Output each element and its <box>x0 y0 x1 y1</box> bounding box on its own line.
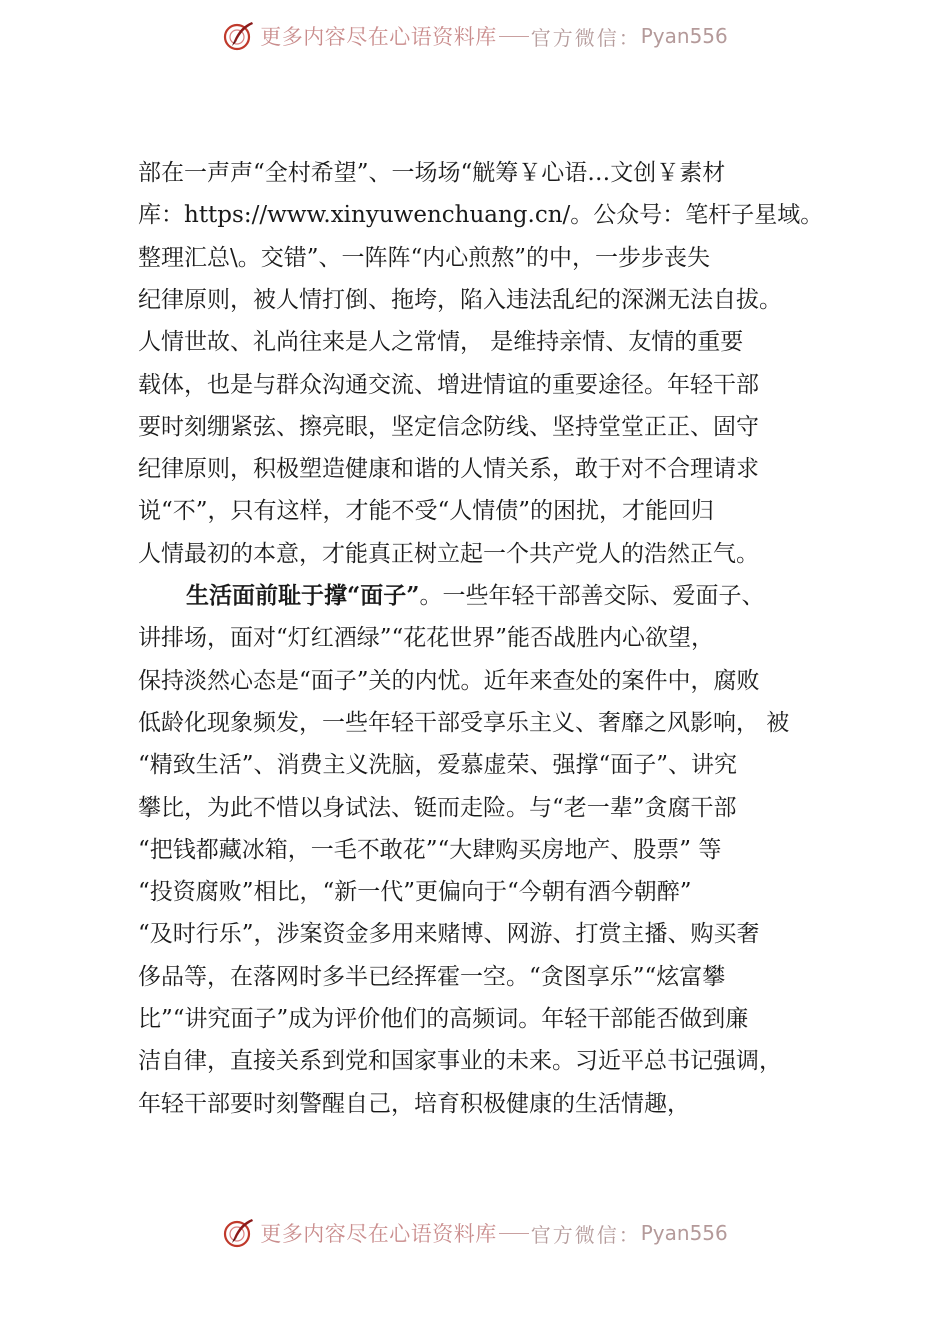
line-text: “及时行乐”，涉案资金多用来赌博、网游、打赏主播、购买奢 <box>138 921 760 948</box>
text-line <box>138 998 748 1040</box>
line-text: “把钱都藏冰箱，一毛不敢花”“大肆购买房地产、股票” 等 <box>138 836 722 863</box>
line-text: 部在一声声“全村希望”、一场场“觥筹￥心语…文创￥素材 <box>138 160 726 186</box>
line-text: 库：https://www.xinyuwenchuang.cn/。公众号：笔杆子星域。 <box>138 202 824 229</box>
text-line <box>138 364 759 406</box>
text-line <box>138 490 714 532</box>
text-line <box>138 829 721 871</box>
line-text: 攀比，为此不惜以身试法、铤而走险。与“老一辈”贪腐干部 <box>138 794 737 821</box>
footer-watermark <box>0 1209 950 1257</box>
wechat-label: 官方微信： <box>530 1222 641 1247</box>
line-text: 要时刻绷紧弦、擦亮眼，坚定信念防线、坚持堂堂正正、固守 <box>138 413 759 440</box>
line-text: “精致生活”、消费主义洗脑，爱慕虚荣、强撑“面子”、讲究 <box>138 752 738 779</box>
text-line <box>138 787 737 829</box>
line-text: 纪律原则，被人情打倒、拖垮，陷入违法乱纪的深渊无法自拔。 <box>138 286 782 313</box>
text-line <box>138 533 759 575</box>
section-heading: 生活面前耻于撑“面子” <box>186 582 420 609</box>
line-text: 人情世故、礼尚往来是人之常情， 是维持亲情、友情的重要 <box>138 329 744 356</box>
line-text: 。一些年轻干部善交际、爱面子、 <box>419 583 765 609</box>
text-line <box>138 406 759 448</box>
header-watermark <box>0 12 950 60</box>
quill-logo-icon <box>222 19 256 53</box>
text-line <box>138 913 760 955</box>
banner-dash <box>499 1233 529 1234</box>
quill-logo-icon <box>222 1216 256 1250</box>
text-line <box>138 321 743 363</box>
text-line <box>138 617 714 659</box>
line-text: 比”“讲究面子”成为评价他们的高频词。年轻干部能否做到廉 <box>138 1006 749 1032</box>
wechat-id: Pyan556 <box>640 1221 728 1245</box>
text-line <box>138 956 725 998</box>
text-line <box>138 152 725 194</box>
line-text: 整理汇总\。交错”、一阵阵“内心煎熬”的中，一步步丧失 <box>138 244 711 271</box>
wechat-label: 官方微信： <box>530 25 641 50</box>
line-text: 讲排场，面对“灯红酒绿”“花花世界”能否战胜内心欲望， <box>138 625 715 652</box>
line-text: 侈品等，在落网时多半已经挥霍一空。“贪图享乐”“炫富攀 <box>138 963 726 990</box>
text-line <box>138 448 759 490</box>
text-line <box>138 194 823 236</box>
text-line <box>138 744 737 786</box>
text-line <box>138 1083 690 1125</box>
line-text: 低龄化现象频发，一些年轻干部受享乐主义、奢靡之风影响， 被 <box>138 709 790 736</box>
line-text: 载体，也是与群众沟通交流、增进情谊的重要途径。年轻干部 <box>138 371 759 398</box>
line-text: 纪律原则，积极塑造健康和谐的人情关系，敢于对不合理请求 <box>138 456 759 483</box>
text-line <box>138 702 789 744</box>
text-line <box>138 1040 782 1082</box>
line-text: 保持淡然心态是“面子”关的内忧。近年来查处的案件中，腐败 <box>138 667 760 694</box>
brand-text: 更多内容尽在心语资料库 <box>260 25 497 49</box>
line-text: “投资腐败”相比，“新一代”更偏向于“今朝有酒今朝醉” <box>138 879 692 906</box>
line-text: 说“不”，只有这样，才能不受“人情债”的困扰，才能回归 <box>138 498 715 525</box>
line-text: 洁自律，直接关系到党和国家事业的未来。习近平总书记强调， <box>138 1048 782 1075</box>
brand-text: 更多内容尽在心语资料库 <box>260 1222 497 1246</box>
line-text: 人情最初的本意，才能真正树立起一个共产党人的浩然正气。 <box>138 540 759 567</box>
text-line <box>138 237 710 279</box>
text-line <box>186 575 764 617</box>
line-text: 年轻干部要时刻警醒自己，培育积极健康的生活情趣， <box>138 1090 690 1117</box>
text-line <box>138 279 782 321</box>
text-line <box>138 660 760 702</box>
text-line <box>138 871 692 913</box>
banner-dash <box>499 36 529 37</box>
wechat-id: Pyan556 <box>640 24 728 48</box>
